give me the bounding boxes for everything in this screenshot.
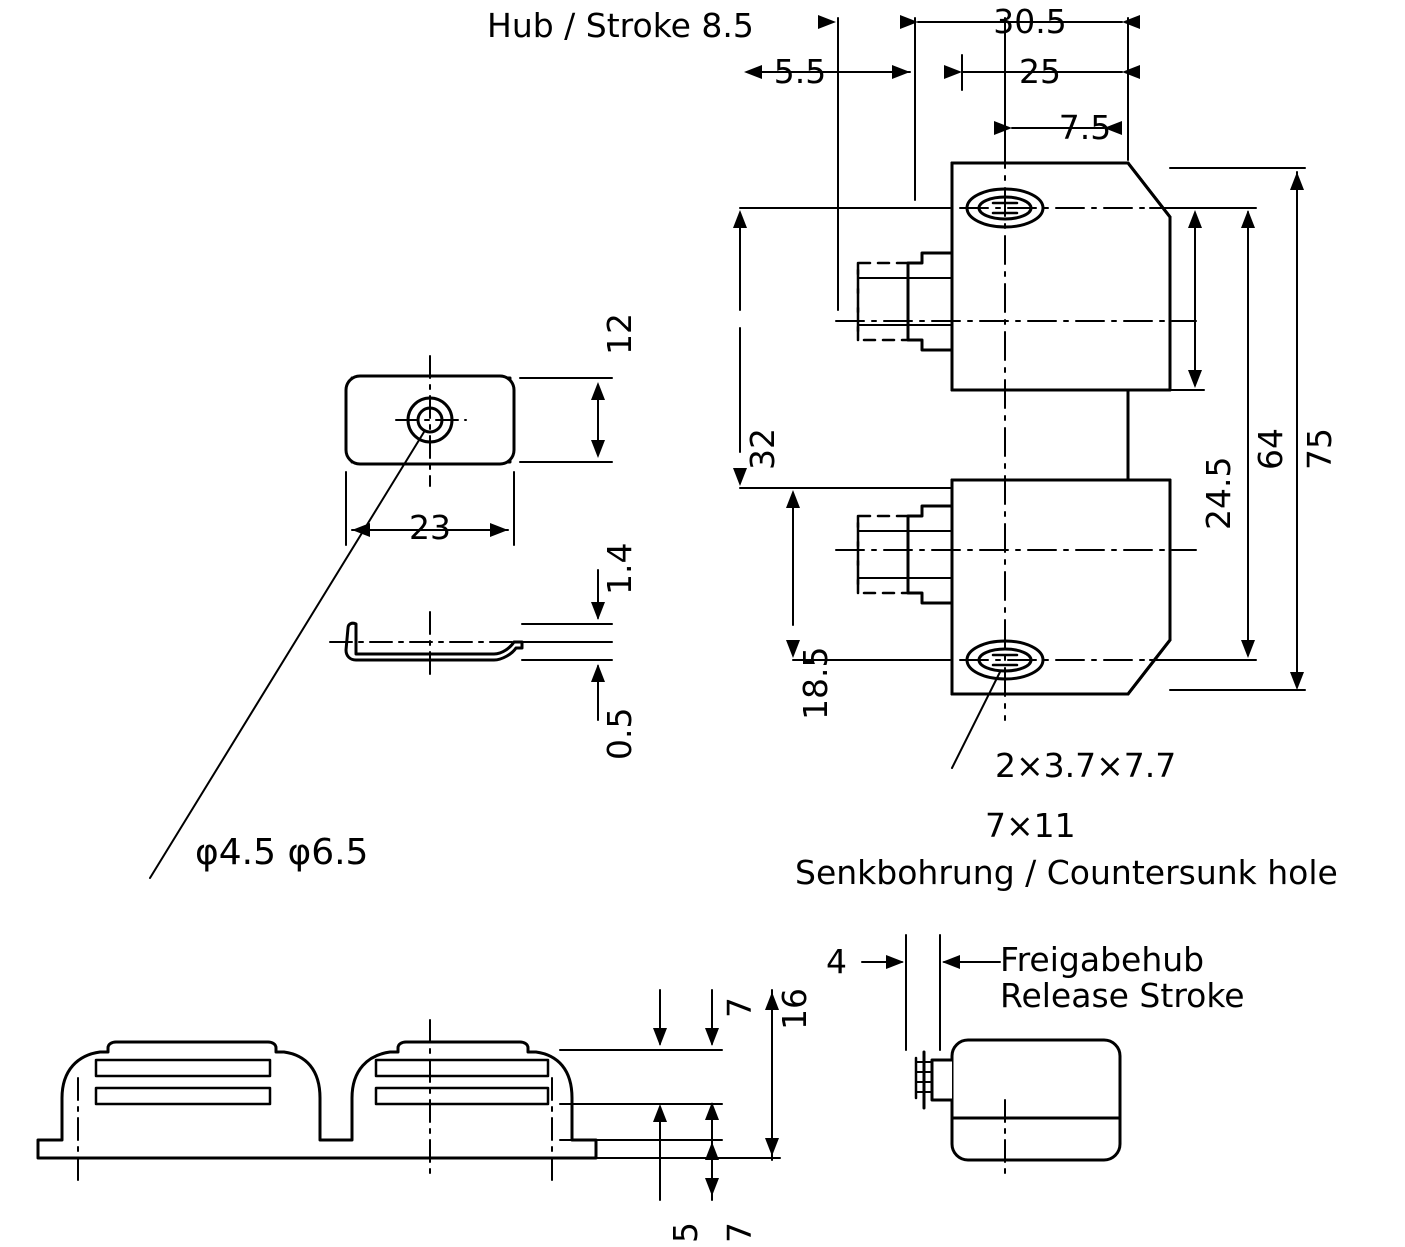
dim-12: 12 [600, 313, 639, 355]
dim-7-5: 7.5 [1058, 108, 1112, 147]
dim-5: 5 [666, 1222, 705, 1243]
dim-30-5: 30.5 [993, 2, 1067, 41]
dim-16: 16 [775, 988, 814, 1030]
label-diameters: φ4.5 φ6.5 [195, 832, 369, 873]
dim-25: 25 [1019, 52, 1061, 91]
dim-4: 4 [826, 942, 847, 981]
dim-7-upper: 7 [720, 997, 759, 1018]
label-release-stroke-en: Release Stroke [1000, 976, 1245, 1015]
dim-75: 75 [1300, 428, 1339, 470]
dim-1-4: 1.4 [600, 542, 639, 595]
label-hub-stroke: Hub / Stroke 8.5 [487, 6, 754, 45]
label-hole-spec: 2×3.7×7.7 [995, 746, 1177, 785]
dim-32: 32 [743, 428, 782, 470]
dim-5-5: 5.5 [773, 52, 827, 91]
dim-24-5: 24.5 [1199, 456, 1238, 530]
dim-0-5: 0.5 [600, 707, 639, 760]
dim-64: 64 [1251, 428, 1290, 470]
label-release-stroke-de: Freigabehub [1000, 940, 1205, 979]
dim-23: 23 [409, 508, 451, 547]
label-countersunk-hole: Senkbohrung / Countersunk hole [795, 853, 1338, 892]
label-hole-size: 7×11 [985, 806, 1076, 845]
dim-7-lower: 7 [720, 1222, 759, 1243]
dim-18-5: 18.5 [796, 646, 835, 720]
